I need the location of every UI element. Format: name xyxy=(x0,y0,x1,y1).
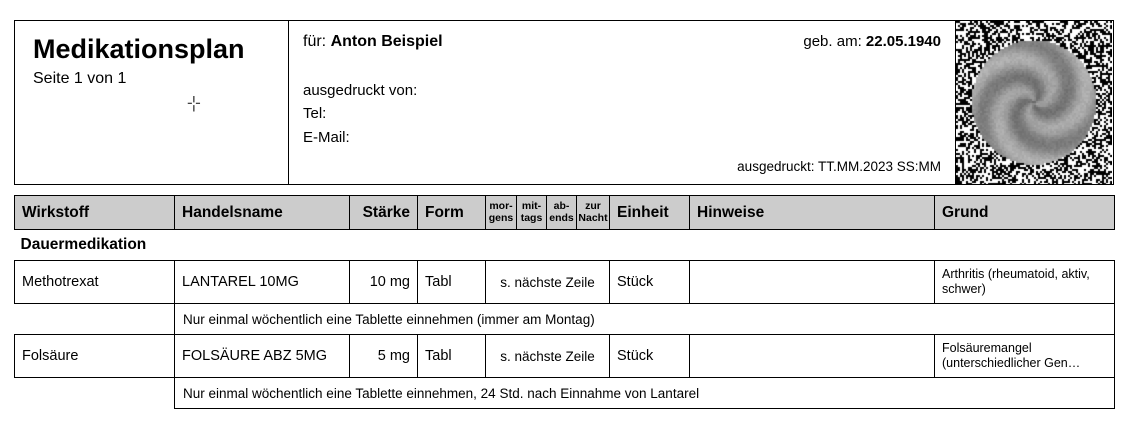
document-header xyxy=(14,20,1114,185)
datamatrix-canvas xyxy=(956,21,1112,184)
section-header-row xyxy=(15,230,1115,261)
col-abends: ab- ends xyxy=(547,196,577,230)
medication-table xyxy=(14,195,1115,409)
page-number-label: Seite 1 von 1 xyxy=(33,69,127,87)
header-patient-block xyxy=(289,20,956,185)
issuer-block xyxy=(303,79,941,149)
table-row xyxy=(15,261,1115,304)
col-form: Form xyxy=(418,196,486,230)
col-einheit: Einheit xyxy=(610,196,690,230)
col-zur-nacht: zur Nacht xyxy=(577,196,610,230)
table-note-row xyxy=(15,378,1115,409)
datamatrix-code xyxy=(956,20,1114,185)
note-text: Nur einmal wöchentlich eine Tablette einnehmen (immer am Montag) xyxy=(175,304,1115,335)
cell-handelsname: FOLSÄURE ABZ 5MG xyxy=(175,335,350,378)
cell-wirkstoff: Folsäure xyxy=(15,335,175,378)
cell-einheit: Stück xyxy=(610,261,690,304)
birthdate-line xyxy=(803,33,941,50)
col-wirkstoff: Wirkstoff xyxy=(15,196,175,230)
col-morgens: mor- gens xyxy=(486,196,517,230)
cell-hinweise xyxy=(690,261,935,304)
cell-dosing: s. nächste Zeile xyxy=(486,335,610,378)
cell-handelsname: LANTAREL 10MG xyxy=(175,261,350,304)
col-grund: Grund xyxy=(935,196,1115,230)
patient-name: Anton Beispiel xyxy=(330,33,443,50)
printed-at-label: ausgedruckt: TT.MM.2023 SS:MM xyxy=(737,159,941,174)
fold-mark-icon: -¦- xyxy=(187,93,200,112)
cell-staerke: 10 mg xyxy=(350,261,418,304)
printed-by-label: ausgedruckt von: xyxy=(303,82,418,99)
cell-form: Tabl xyxy=(418,335,486,378)
tel-label: Tel: xyxy=(303,105,327,123)
birthdate-value: 22.05.1940 xyxy=(865,33,941,50)
header-title-block xyxy=(14,20,289,185)
table-header-row xyxy=(15,196,1115,230)
col-staerke: Stärke xyxy=(350,196,418,230)
email-label: E-Mail: xyxy=(303,128,350,146)
cell-grund: Folsäuremangel (unterschiedlicher Gen… xyxy=(935,335,1115,378)
col-handelsname: Handelsname xyxy=(175,196,350,230)
note-indent-spacer xyxy=(15,304,175,335)
cell-einheit: Stück xyxy=(610,335,690,378)
cell-wirkstoff: Methotrexat xyxy=(15,261,175,304)
cell-grund: Arthritis (rheumatoid, aktiv, schwer) xyxy=(935,261,1115,304)
cell-dosing: s. nächste Zeile xyxy=(486,261,610,304)
table-note-row xyxy=(15,304,1115,335)
table-head xyxy=(15,196,1115,230)
table-body xyxy=(15,230,1115,409)
col-hinweise: Hinweise xyxy=(690,196,935,230)
patient-for-label: für: xyxy=(303,33,327,50)
cell-hinweise xyxy=(690,335,935,378)
cell-staerke: 5 mg xyxy=(350,335,418,378)
medication-table-wrapper xyxy=(14,195,1114,409)
note-text: Nur einmal wöchentlich eine Tablette einnehmen, 24 Std. nach Einnahme von Lantarel xyxy=(175,378,1115,409)
section-label: Dauermedikation xyxy=(15,230,1115,261)
cell-form: Tabl xyxy=(418,261,486,304)
note-indent-spacer xyxy=(15,378,175,409)
col-mittags: mit- tags xyxy=(517,196,547,230)
page-title: Medikationsplan xyxy=(33,34,245,64)
birthdate-label: geb. am: xyxy=(803,33,862,50)
table-row xyxy=(15,335,1115,378)
